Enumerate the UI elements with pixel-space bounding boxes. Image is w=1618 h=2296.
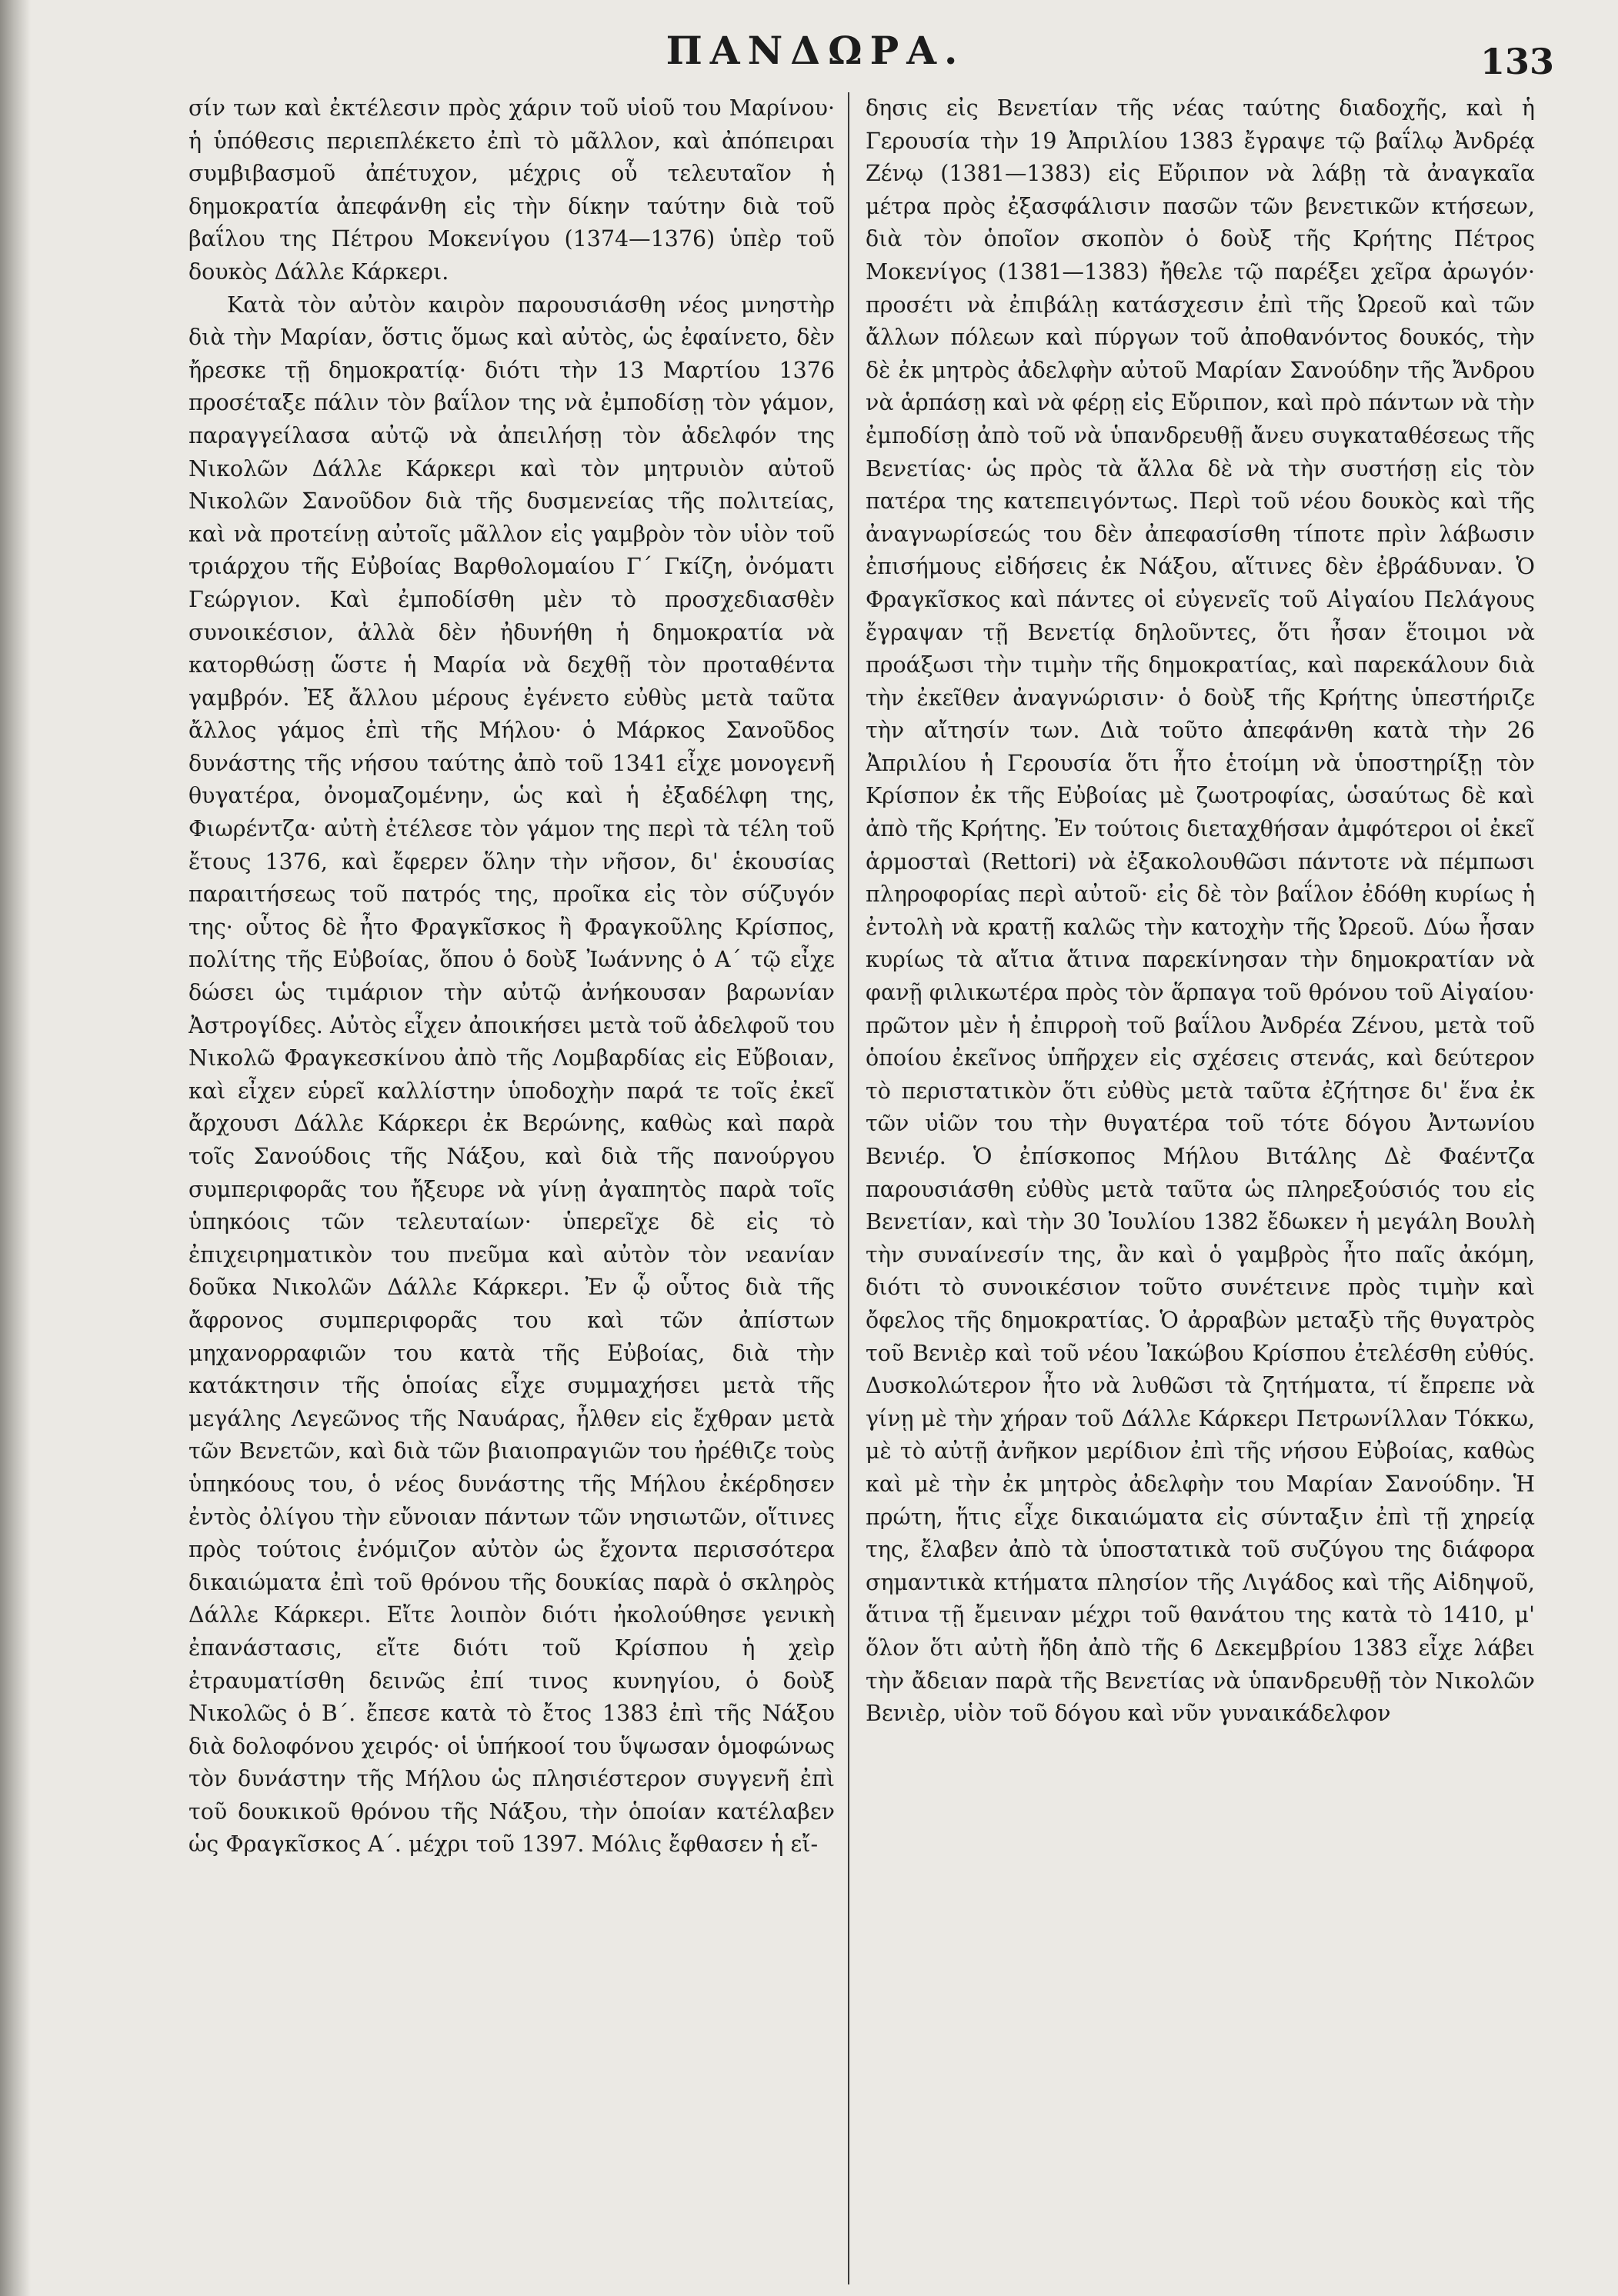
binding-shadow [0, 0, 31, 2296]
paragraph: σίν των καὶ ἐκτέλεσιν πρὸς χάριν τοῦ υἱοῦ του Μαρίνου· ἡ ὑπόθεσις περιεπλέκετο ἐπὶ τὸ μᾶλλον, καὶ ἀπόπειραι συμβιβασμοῦ ἀπέτυχον, μέχρις οὗ τελευταῖον ἡ δημοκρατία ἀπεφάνθη εἰς τὴν δίκην ταύτην διὰ τοῦ βαΐλου της Πέτρου Μοκενίγου (1374—1376) ὑπὲρ τοῦ δουκὸς Δάλλε Κάρκερι. [188, 95, 835, 285]
page-number: 133 [1480, 41, 1554, 82]
paragraph: δησις εἰς Βενετίαν τῆς νέας ταύτης διαδοχῆς, καὶ ἡ Γερουσία τὴν 19 Ἀπριλίου 1383 ἔγραψε τῷ βαΐλῳ Ἀνδρέᾳ Ζένῳ (1381—1383) εἰς Εὔριπον νὰ λάβῃ τὰ ἀναγκαῖα μέτρα πρὸς ἐξασφάλισιν πασῶν τῶν βενετικῶν κτήσεων, διὰ τὸν ὁποῖον σκοπὸν ὁ δοὺξ τῆς Κρήτης Πέτρος Μοκενίγος (1381—1383) ἤθελε τῷ παρέξει χεῖρα ἀρωγόν· προσέτι νὰ ἐπιβάλῃ κατάσχεσιν ἐπὶ τῆς Ὠρεοῦ καὶ τῶν ἄλλων πόλεων καὶ πύργων τοῦ ἀποθανόντος δουκός, τὴν δὲ ἐκ μητρὸς ἀδελφὴν αὐτοῦ Μαρίαν Σανούδην τῆς Ἄνδρου νὰ ἁρπάσῃ καὶ νὰ φέρῃ εἰς Εὔριπον, καὶ πρὸ πάντων νὰ τὴν ἐμποδίσῃ ἀπὸ τοῦ νὰ ὑπανδρευθῇ ἄνευ συγκαταθέσεως τῆς Βενετίας· ὡς πρὸς τὰ ἄλλα δὲ νὰ τὴν συστήσῃ εἰς τὸν πατέρα της κατεπειγόντως. Περὶ τοῦ νέου δουκὸς καὶ τῆς ἀναγνωρίσεώς του δὲν ἀπεφασίσθη τίποτε πρὶν λάβωσιν ἐπισήμους εἰδήσεις ἐκ Νάξου, αἵτινες δὲν ἐβράδυναν. Ὁ Φραγκῖσκος καὶ πάντες οἱ εὐγενεῖς τοῦ Αἰγαίου Πελάγους ἔγραψαν τῇ Βενετίᾳ δηλοῦντες, ὅτι ἦσαν ἕτοιμοι νὰ προάξωσι τὴν τιμὴν τῆς δημοκρατίας, καὶ παρεκάλουν διὰ τὴν ἐκεῖθεν ἀναγνώρισιν· ὁ δοὺξ τῆς Κρήτης ὑπεστήριζε τὴν αἴτησίν των. Διὰ τοῦτο ἀπεφάνθη κατὰ τὴν 26 Ἀπριλίου ἡ Γερουσία ὅτι ἦτο ἑτοίμη νὰ ὑποστηρίξῃ τὸν Κρίσπον ἐκ τῆς Εὐβοίας μὲ ζωοτροφίας, ὡσαύτως δὲ καὶ ἀπὸ τῆς Κρήτης. Ἐν τούτοις διεταχθήσαν ἀμφότεροι οἱ ἐκεῖ ἁρμοσταὶ (Rettori) νὰ ἐξακολουθῶσι πάντοτε νὰ πέμπωσι πληροφορίας περὶ αὐτοῦ· εἰς δὲ τὸν βαΐλον ἐδόθη κυρίως ἡ ἐντολὴ νὰ κρατῇ καλῶς τὴν κατοχὴν τῆς Ὠρεοῦ. Δύω ἦσαν κυρίως τὰ αἴτια ἅτινα παρεκίνησαν τὴν δημοκρατίαν νὰ φανῇ φιλικωτέρα πρὸς τὸν ἅρπαγα τοῦ θρόνου τοῦ Αἰγαίου· πρῶτον μὲν ἡ ἐπιρροὴ τοῦ βαΐλου Ἀνδρέα Ζένου, μετὰ τοῦ ὁποίου ἐκεῖνος ὑπῆρχεν εἰς σχέσεις στενάς, καὶ δεύτερον τὸ περιστατικὸν ὅτι εὐθὺς μετὰ ταῦτα ἐζήτησε δι' ἕνα ἐκ τῶν υἱῶν του τὴν θυγατέρα τοῦ τότε δόγου Ἀντωνίου Βενιέρ. Ὁ ἐπίσκοπος Μήλου Βιτάλης Δὲ Φαέντζα παρουσιάσθη εὐθὺς μετὰ ταῦτα ὡς πληρεξούσιός του εἰς Βενετίαν, καὶ τὴν 30 Ἰουλίου 1382 ἔδωκεν ἡ μεγάλη Βουλὴ τὴν συναίνεσίν της, ἂν καὶ ὁ γαμβρὸς ἦτο παῖς ἀκόμη, διότι τὸ συνοικέσιον τοῦτο συνέτεινε πρὸς τιμὴν καὶ ὄφελος τῆς δημοκρατίας. Ὁ ἀρραβὼν μεταξὺ τῆς θυγατρὸς τοῦ Βενιὲρ καὶ τοῦ νέου Ἰακώβου Κρίσπου ἐτελέσθη εὐθύς. Δυσκολώτερον ἦτο νὰ λυθῶσι τὰ ζητήματα, τί ἔπρεπε νὰ γίνῃ μὲ τὴν χήραν τοῦ Δάλλε Κάρκερι Πετρωνίλλαν Τόκκω, μὲ τὸ αὐτῇ ἀνῆκον μερίδιον ἐπὶ τῆς νήσου Εὐβοίας, καθὼς καὶ μὲ τὴν ἐκ μητρὸς ἀδελφὴν του Μαρίαν Σανούδην. Ἡ πρώτη, ἥτις εἶχε δικαιώματα εἰς σύνταξιν ἐπὶ τῇ χηρείᾳ της, ἔλαβεν ἀπὸ τὰ ὑποστατικὰ τοῦ συζύγου της διάφορα σημαντικὰ κτήματα πλησίον τῆς Λιγάδος καὶ τῆς Αἰδηψοῦ, ἅτινα τῇ ἔμειναν μέχρι τοῦ θανάτου της κατὰ τὸ 1410, μ' ὅλον ὅτι αὐτὴ ἤδη ἀπὸ τῆς 6 Δεκεμβρίου 1383 εἶχε λάβει τὴν ἄδειαν παρὰ τῆς Βενετίας νὰ ὑπανδρευθῇ τὸν Νικολῶν Βενιὲρ, υἱὸν τοῦ δόγου καὶ νῦν γυναικάδελφον [866, 95, 1535, 1727]
paragraph: Κατὰ τὸν αὐτὸν καιρὸν παρουσιάσθη νέος μνηστὴρ διὰ τὴν Μαρίαν, ὅστις ὅμως καὶ αὐτὸς, ὡς ἐφαίνετο, δὲν ἤρεσκε τῇ δημοκρατίᾳ· διότι τὴν 13 Μαρτίου 1376 προσέταξε πάλιν τὸν βαΐλον της νὰ ἐμποδίσῃ τὸν γάμον, παραγγείλασα αὐτῷ νὰ ἀπειλήσῃ τὸν ἀδελφόν της Νικολῶν Δάλλε Κάρκερι καὶ τὸν μητρυιὸν αὐτοῦ Νικολῶν Σανοῦδον διὰ τῆς δυσμενείας τῆς πολιτείας, καὶ νὰ προτείνῃ αὐτοῖς μᾶλλον εἰς γαμβρὸν τὸν υἱὸν τοῦ τριάρχου τῆς Εὐβοίας Βαρθολομαίου Γ΄ Γκίζη, ὀνόματι Γεώργιον. Καὶ ἐμποδίσθη μὲν τὸ προσχεδιασθὲν συνοικέσιον, ἀλλὰ δὲν ἠδυνήθη ἡ δημοκρατία νὰ κατορθώσῃ ὥστε ἡ Μαρία νὰ δεχθῇ τὸν προταθέντα γαμβρόν. Ἐξ ἄλλου μέρους ἐγένετο εὐθὺς μετὰ ταῦτα ἄλλος γάμος ἐπὶ τῆς Μήλου· ὁ Μάρκος Σανοῦδος δυνάστης τῆς νήσου ταύτης ἀπὸ τοῦ 1341 εἶχε μονογενῆ θυγατέρα, ὀνομαζομένην, ὡς καὶ ἡ ἐξαδέλφη της, Φιωρέντζα· αὐτὴ ἐτέλεσε τὸν γάμον της περὶ τὰ τέλη τοῦ ἔτους 1376, καὶ ἔφερεν ὅλην τὴν νῆσον, δι' ἑκουσίας παραιτήσεως τοῦ πατρός της, προῖκα εἰς τὸν σύζυγόν της· οὗτος δὲ ἦτο Φραγκῖσκος ἢ Φραγκοῦλης Κρίσπος, πολίτης τῆς Εὐβοίας, ὅπου ὁ δοὺξ Ἰωάννης ὁ Α΄ τῷ εἶχε δώσει ὡς τιμάριον τὴν αὐτῷ ἀνήκουσαν βαρωνίαν Ἀστρογίδες. Αὐτὸς εἶχεν ἀποικήσει μετὰ τοῦ ἀδελφοῦ του Νικολῶ Φραγκεσκίνου ἀπὸ τῆς Λομβαρδίας εἰς Εὔβοιαν, καὶ εἶχεν εὑρεῖ καλλίστην ὑποδοχὴν παρά τε τοῖς ἐκεῖ ἄρχουσι Δάλλε Κάρκερι ἐκ Βερώνης, καθὼς καὶ παρὰ τοῖς Σανούδοις τῆς Νάξου, καὶ διὰ τῆς πανούργου συμπεριφορᾶς του ἤξευρε νὰ γίνῃ ἀγαπητὸς παρὰ τοῖς ὑπηκόοις τῶν τελευταίων· ὑπερεῖχε δὲ εἰς τὸ ἐπιχειρηματικὸν του πνεῦμα καὶ αὐτὸν τὸν νεανίαν δοῦκα Νικολῶν Δάλλε Κάρκερι. Ἐν ᾧ οὗτος διὰ τῆς ἄφρονος συμπεριφορᾶς του καὶ τῶν ἀπίστων μηχανορραφιῶν του κατὰ τῆς Εὐβοίας, διὰ τὴν κατάκτησιν τῆς ὁποίας εἶχε συμμαχήσει μετὰ τῆς μεγάλης Λεγεῶνος τῆς Ναυάρας, ἦλθεν εἰς ἔχθραν μετὰ τῶν Βενετῶν, καὶ διὰ τῶν βιαιοπραγιῶν του ἠρέθιζε τοὺς ὑπηκόους του, ὁ νέος δυνάστης τῆς Μήλου ἐκέρδησεν ἐντὸς ὀλίγου τὴν εὔνοιαν πάντων τῶν νησιωτῶν, οἵτινες πρὸς τούτοις ἐνόμιζον αὐτὸν ὡς ἔχοντα περισσότερα δικαιώματα ἐπὶ τοῦ θρόνου τῆς δουκίας παρὰ ὁ σκληρὸς Δάλλε Κάρκερι. Εἴτε λοιπὸν διότι ἠκολούθησε γενικὴ ἐπανάστασις, εἴτε διότι τοῦ Κρίσπου ἡ χεὶρ ἐτραυματίσθη δεινῶς ἐπί τινος κυνηγίου, ὁ δοὺξ Νικολῶς ὁ Β΄. ἔπεσε κατὰ τὸ ἔτος 1383 ἐπὶ τῆς Νάξου διὰ δολοφόνου χειρός· οἱ ὑπήκοοί του ὕψωσαν ὁμοφώνως τὸν δυνάστην τῆς Μήλου ὡς πλησιέστερον συγγενῆ ἐπὶ τοῦ δουκικοῦ θρόνου τῆς Νάξου, τὴν ὁποίαν κατέλαβεν ὡς Φραγκῖσκος Α΄. μέχρι τοῦ 1397. Μόλις ἔφθασεν ἡ εἴ- [188, 292, 835, 1858]
column-divider [848, 92, 849, 2284]
right-column [866, 92, 1535, 2284]
left-column [188, 92, 835, 2284]
journal-title: ΠΑΝΔΩΡΑ. [666, 28, 966, 73]
